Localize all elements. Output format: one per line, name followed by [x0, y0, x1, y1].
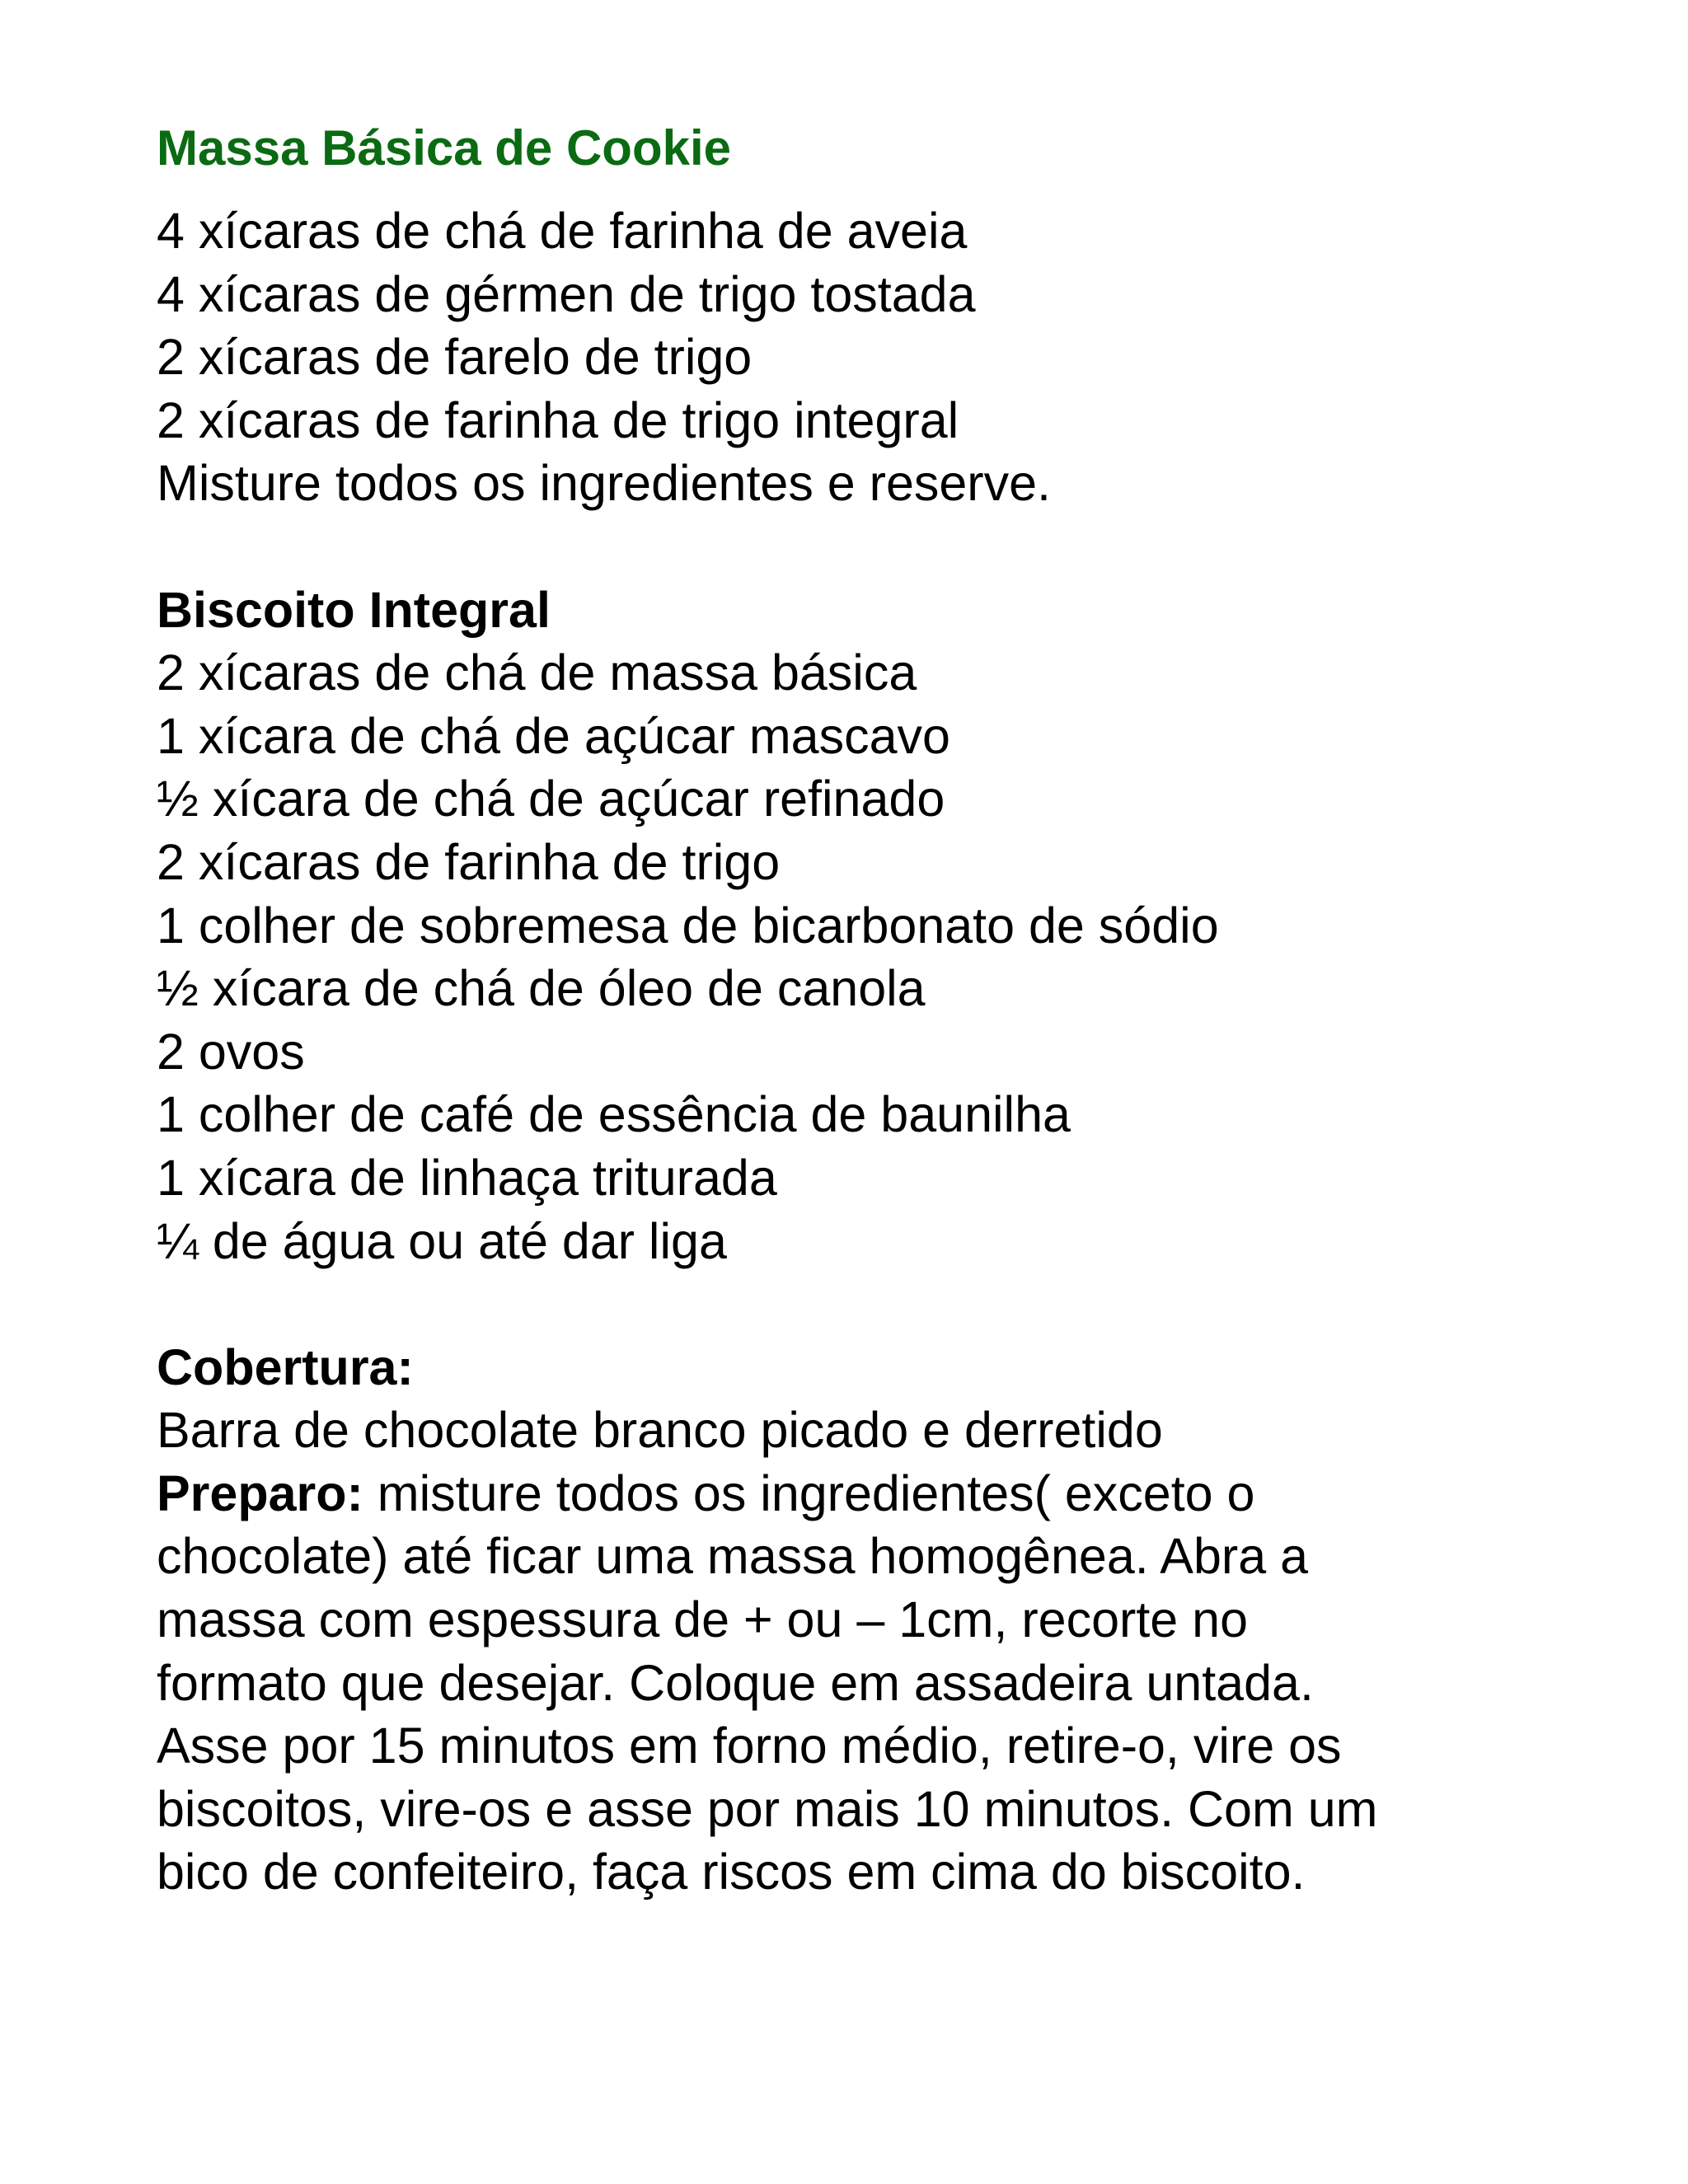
biscuit-ingredient-line: ½ xícara de chá de açúcar refinado — [157, 771, 945, 827]
preparation-line: massa com espessura de + ou – 1cm, recorte no — [157, 1591, 1249, 1648]
topping-section — [157, 1336, 1541, 1462]
biscuit-ingredient-line: 1 xícara de chá de açúcar mascavo — [157, 707, 950, 764]
biscuit-ingredient-line: 1 colher de sobremesa de bicarbonato de sódio — [157, 897, 1219, 954]
base-ingredient-line: 2 xícaras de farinha de trigo integral — [157, 391, 959, 448]
preparation-line: Asse por 15 minutos em forno médio, retire-o, vire os — [157, 1718, 1342, 1774]
preparation-line: bico de confeiteiro, faça riscos em cima do biscoito. — [157, 1844, 1306, 1900]
recipe-title: Massa Básica de Cookie — [157, 120, 732, 176]
section-spacer — [157, 1272, 1541, 1336]
preparation-section — [157, 1462, 1541, 1904]
topping-heading: Cobertura: — [157, 1338, 414, 1395]
preparation-line: chocolate) até ficar uma massa homogênea. Abra a — [157, 1528, 1309, 1585]
preparation-line: biscoitos, vire-os e asse por mais 10 minutos. Com um — [157, 1780, 1378, 1837]
biscuit-ingredient-line: ½ xícara de chá de óleo de canola — [157, 960, 926, 1017]
preparation-line — [157, 1462, 1541, 1526]
base-ingredient-line: 4 xícaras de chá de farinha de aveia — [157, 203, 968, 259]
base-instruction-line: Misture todos os ingredientes e reserve. — [157, 455, 1051, 512]
preparation-text: misture todos os ingredientes( exceto o — [363, 1465, 1255, 1521]
biscuit-ingredient-line: 1 xícara de linhaça triturada — [157, 1149, 777, 1206]
base-ingredient-line: 4 xícaras de gérmen de trigo tostada — [157, 265, 976, 322]
preparation-line: formato que desejar. Coloque em assadeira untada. — [157, 1654, 1314, 1711]
topping-text: Barra de chocolate branco picado e derretido — [157, 1402, 1163, 1459]
biscuit-ingredient-line: ¼ de água ou até dar liga — [157, 1212, 727, 1269]
preparation-label: Preparo: — [157, 1465, 363, 1521]
biscuit-heading: Biscoito Integral — [157, 581, 551, 638]
biscuit-ingredient-line: 2 ovos — [157, 1023, 305, 1080]
base-ingredient-line: 2 xícaras de farelo de trigo — [157, 329, 753, 386]
biscuit-ingredient-line: 2 xícaras de farinha de trigo — [157, 833, 781, 890]
biscuit-ingredient-line: 2 xícaras de chá de massa básica — [157, 644, 917, 701]
recipe-page — [157, 114, 1541, 1904]
biscuit-ingredient-line: 1 colher de café de essência de baunilha — [157, 1086, 1071, 1143]
base-ingredients-list — [157, 199, 1541, 515]
section-spacer — [157, 515, 1541, 579]
biscuit-section — [157, 579, 1541, 1273]
